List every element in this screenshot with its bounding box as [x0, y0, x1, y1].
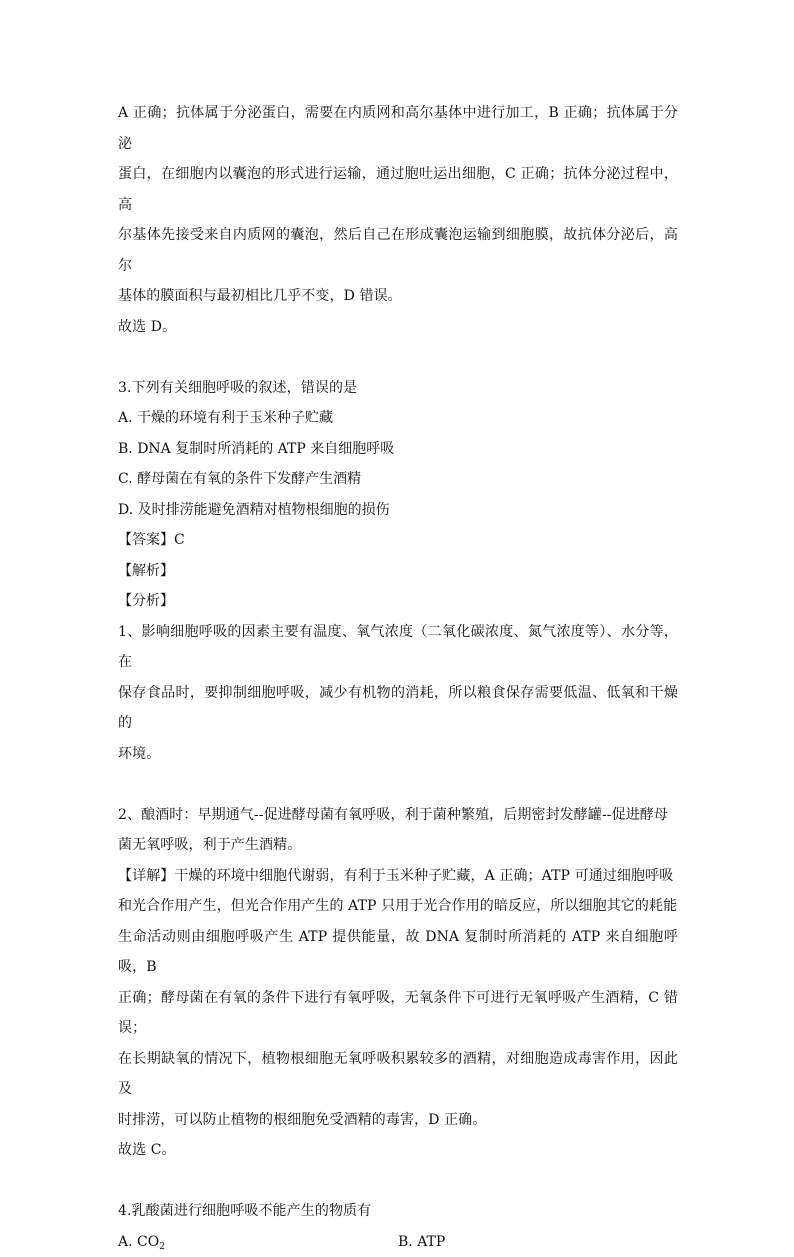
q4-options-row [118, 1227, 678, 1257]
spacer [118, 342, 678, 373]
q3-answer: 【答案】C [118, 525, 678, 556]
q3-point-2-line: 2、酿酒时：早期通气--促进酵母菌有氧呼吸，利于菌种繁殖，后期密封发酵罐--促进酵母 [118, 800, 678, 831]
question-3 [118, 373, 678, 1166]
q3-point-1 [118, 617, 678, 770]
q3-point-2 [118, 800, 678, 861]
q3-option-a: A. 干燥的环境有利于玉米种子贮藏 [118, 403, 678, 434]
q3-option-d: D. 及时排涝能避免酒精对植物根细胞的损伤 [118, 495, 678, 526]
q4-stem: 4.乳酸菌进行细胞呼吸不能产生的物质有 [118, 1196, 678, 1227]
q3-detail [118, 861, 678, 1136]
q2-explanation [118, 98, 678, 312]
q3-stem: 3.下列有关细胞呼吸的叙述，错误的是 [118, 373, 678, 404]
spacer [118, 769, 678, 800]
q3-detail-line: 在长期缺氧的情况下，植物根细胞无氧呼吸积累较多的酒精，对细胞造成毒害作用，因此及 [118, 1044, 678, 1105]
q2-conclusion: 故选 D。 [118, 312, 678, 343]
q2-explanation-line: A 正确；抗体属于分泌蛋白，需要在内质网和高尔基体中进行加工，B 正确；抗体属于分泌 [118, 98, 678, 159]
q3-detail-line: 时排涝，可以防止植物的根细胞免受酒精的毒害，D 正确。 [118, 1105, 678, 1136]
q2-explanation-line: 尔基体先接受来自内质网的囊泡，然后自己在形成囊泡运输到细胞膜，故抗体分泌后，高尔 [118, 220, 678, 281]
q3-detail-line: 正确；酵母菌在有氧的条件下进行有氧呼吸，无氧条件下可进行无氧呼吸产生酒精，C 错误； [118, 983, 678, 1044]
q2-explanation-line: 蛋白，在细胞内以囊泡的形式进行运输，通过胞吐运出细胞，C 正确；抗体分泌过程中，高 [118, 159, 678, 220]
document-page [118, 98, 678, 1257]
q3-fenxi-title: 【分析】 [118, 586, 678, 617]
q4-option-b: B. ATP [398, 1227, 678, 1257]
q4-option-a-text: A. CO [118, 1234, 159, 1250]
spacer [118, 1166, 678, 1197]
q4-option-a [118, 1227, 398, 1257]
q3-option-b: B. DNA 复制时所消耗的 ATP 来自细胞呼吸 [118, 434, 678, 465]
q3-point-2-line: 菌无氧呼吸，利于产生酒精。 [118, 830, 678, 861]
q2-explanation-line: 基体的膜面积与最初相比几乎不变，D 错误。 [118, 281, 678, 312]
q3-point-1-line: 保存食品时，要抑制细胞呼吸，减少有机物的消耗，所以粮食保存需要低温、低氧和干燥的 [118, 678, 678, 739]
q3-point-1-line: 1、影响细胞呼吸的因素主要有温度、氧气浓度（二氧化碳浓度、氮气浓度等）、水分等，在 [118, 617, 678, 678]
q3-option-c: C. 酵母菌在有氧的条件下发酵产生酒精 [118, 464, 678, 495]
q3-detail-line: 【详解】干燥的环境中细胞代谢弱，有利于玉米种子贮藏，A 正确；ATP 可通过细胞呼吸 [118, 861, 678, 892]
question-4 [118, 1196, 678, 1257]
q4-option-a-subscript: 2 [159, 1242, 165, 1252]
q3-point-1-line: 环境。 [118, 739, 678, 770]
q3-conclusion: 故选 C。 [118, 1135, 678, 1166]
q3-analysis-title: 【解析】 [118, 556, 678, 587]
q3-detail-line: 生命活动则由细胞呼吸产生 ATP 提供能量，故 DNA 复制时所消耗的 ATP 来自细胞呼吸，B [118, 922, 678, 983]
q3-detail-line: 和光合作用产生，但光合作用产生的 ATP 只用于光合作用的暗反应，所以细胞其它的耗能 [118, 891, 678, 922]
